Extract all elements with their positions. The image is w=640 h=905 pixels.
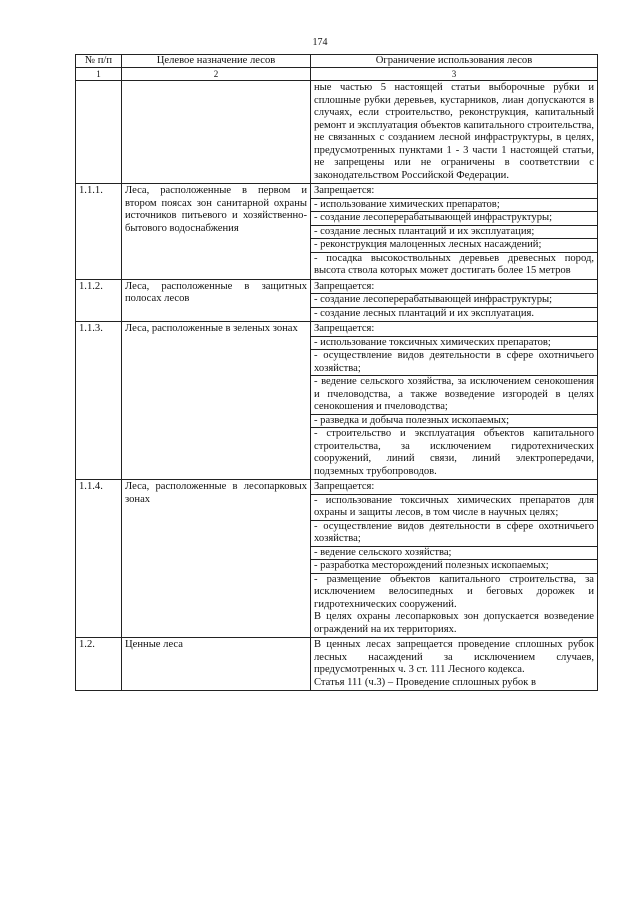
table-header-row [76, 55, 598, 68]
page-number: 174 [312, 37, 328, 48]
restriction-item: - разведка и добыча полезных ископаемых; [311, 414, 597, 428]
header-purpose: Целевое назначение лесов [122, 55, 311, 68]
restriction-intro: В ценных лесах запрещается проведение сплошных рубок лесных насаждений за исключением случаев, предусмотренных ч. 3 ст. 111 Лесного кодекса. [314, 639, 594, 675]
restriction-intro: Запрещается: [314, 185, 375, 196]
table-row [76, 184, 598, 280]
column-number: 3 [311, 68, 598, 81]
row-number: 1.1.3. [76, 322, 122, 480]
row-restriction [311, 279, 598, 322]
restriction-intro: Запрещается: [314, 323, 375, 334]
row-restriction-text: ные частью 5 настоящей статьи выборочные рубки и сплошные рубки деревьев, кустарников, лиан допускаются в случаях, если строительство, реконструкция, капитальный ремонт и эксплуатация объектов капитального строительства, не связанных с созданием лесной инфраструктуры, в целях, предусмотренных пунктами 1 - 3 части 1 настоящей статьи, не запрещены или не ограничены в соответствии с законодательством Российской Федерации. [311, 81, 598, 184]
restriction-item: - строительство и эксплуатация объектов капитального строительства, за исключением гидротехнических сооружений, линий связи, линий электропередачи, подземных трубопроводов. [311, 427, 597, 478]
restriction-item: - использование химических препаратов; [311, 198, 597, 212]
row-purpose: Леса, расположенные в зеленых зонах [122, 322, 311, 480]
restriction-item: - разработка месторождений полезных ископаемых; [311, 559, 597, 573]
table-row [76, 480, 598, 638]
row-number: 1.1.1. [76, 184, 122, 280]
restriction-item: - ведение сельского хозяйства; [311, 546, 597, 560]
row-number: 1.2. [76, 638, 122, 691]
row-number: 1.1.2. [76, 279, 122, 322]
forest-restrictions-table [75, 54, 598, 691]
table-row [76, 638, 598, 691]
header-number: № п/п [76, 55, 122, 68]
restriction-item: - посадка высокоствольных деревьев древесных пород, высота ствола которых может достигать более 15 метров [311, 252, 597, 278]
column-number-row [76, 68, 598, 81]
restriction-item: - размещение объектов капитального строительства, за исключением велосипедных и беговых дорожек и гидротехнических сооружений. [311, 573, 597, 612]
header-restriction: Ограничение использования лесов [311, 55, 598, 68]
row-purpose [122, 81, 311, 184]
restriction-item: - создание лесных плантаций и их эксплуатация. [311, 307, 597, 321]
table-row [76, 322, 598, 480]
restriction-item: - осуществление видов деятельности в сфере охотничьего хозяйства; [311, 349, 597, 375]
restriction-item: - использование токсичных химических препаратов для охраны и защиты лесов, в том числе в научных целях; [311, 494, 597, 520]
row-restriction [311, 638, 598, 691]
row-restriction [311, 184, 598, 280]
column-number: 2 [122, 68, 311, 81]
row-restriction [311, 480, 598, 638]
table-row [76, 81, 598, 184]
restriction-item: - осуществление видов деятельности в сфере охотничьего хозяйства; [311, 520, 597, 546]
row-purpose: Леса, расположенные в защитных полосах лесов [122, 279, 311, 322]
column-number: 1 [76, 68, 122, 81]
restriction-item: - создание лесоперерабатывающей инфраструктуры; [311, 211, 597, 225]
restriction-item: - создание лесных плантаций и их эксплуатация; [311, 225, 597, 239]
restriction-item: - создание лесоперерабатывающей инфраструктуры; [311, 293, 597, 307]
restriction-item: - ведение сельского хозяйства, за исключением сенокошения и пчеловодства, а также возведение изгородей в целях сенокошения и пчеловодства; [311, 375, 597, 414]
row-number [76, 81, 122, 184]
restriction-item: - использование токсичных химических препаратов; [311, 336, 597, 350]
restriction-intro: Запрещается: [314, 280, 375, 292]
row-purpose: Леса, расположенные в лесопарковых зонах [122, 480, 311, 638]
restriction-note: Статья 111 (ч.3) – Проведение сплошных рубок в [314, 676, 536, 688]
restriction-intro: Запрещается: [314, 481, 375, 492]
table-row [76, 279, 598, 322]
restriction-item: - реконструкция малоценных лесных насаждений; [311, 238, 597, 252]
row-number: 1.1.4. [76, 480, 122, 638]
row-purpose: Леса, расположенные в первом и втором поясах зон санитарной охраны источников питьевого и хозяйственно-бытового водоснабжения [122, 184, 311, 280]
restriction-note: В целях охраны лесопарковых зон допускается возведение ограждений на их территориях. [314, 611, 594, 635]
row-restriction [311, 322, 598, 480]
row-purpose: Ценные леса [122, 638, 311, 691]
